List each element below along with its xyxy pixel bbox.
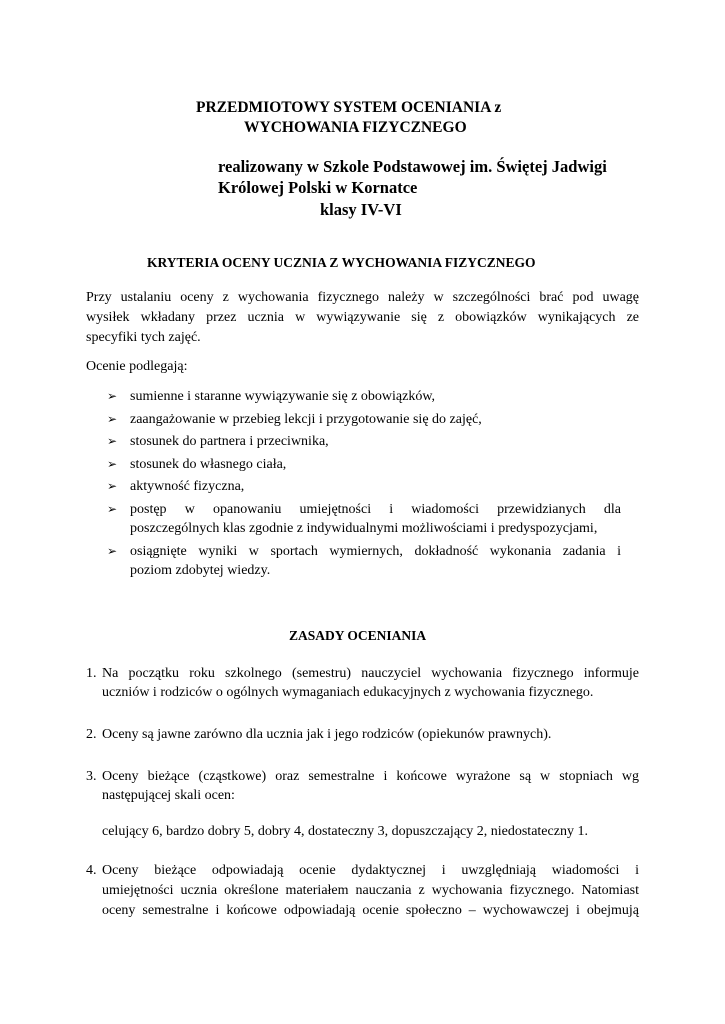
rule-item: Na początku roku szkolnego (semestru) nauczyciel wychowania fizycznego informuje (102, 666, 639, 681)
rule-number: 2. (86, 727, 97, 742)
rule-number: 3. (86, 769, 97, 784)
arrow-bullet-icon: ➢ (107, 544, 118, 558)
criteria-heading: KRYTERIA OCENY UCZNIA Z WYCHOWANIA FIZYCZNEGO (147, 255, 536, 270)
rule-item-continuation: następującej skali ocen: (102, 788, 235, 803)
criteria-item: stosunek do własnego ciała, (130, 457, 287, 472)
arrow-bullet-icon: ➢ (107, 434, 118, 448)
school-line-2: Królowej Polski w Kornatce (218, 178, 418, 197)
rule-number: 4. (86, 863, 97, 878)
intro-line-3: specyfiki tych zajęć. (86, 330, 201, 345)
criteria-item-continuation: poszczególnych klas zgodnie z indywidualnymi możliwościami i predyspozycjami, (130, 521, 598, 536)
criteria-item: zaangażowanie w przebieg lekcji i przygotowanie się do zajęć, (130, 412, 482, 427)
criteria-item: stosunek do partnera i przeciwnika, (130, 434, 329, 449)
rule-item: Oceny bieżące odpowiadają ocenie dydaktycznej i uwzględniają wiadomości i (102, 863, 639, 878)
arrow-bullet-icon: ➢ (107, 502, 118, 516)
intro-line-2: wysiłek wkładany przez ucznia w wywiązywanie się z obowiązków wynikających ze (86, 310, 639, 325)
subject-label: Ocenie podlegają: (86, 359, 188, 374)
criteria-item-continuation: poziom zdobytej wiedzy. (130, 563, 271, 578)
criteria-item: postęp w opanowaniu umiejętności i wiadomości przewidzianych dla (130, 502, 621, 517)
grading-scale: celujący 6, bardzo dobry 5, dobry 4, dostateczny 3, dopuszczający 2, niedostateczny 1. (102, 824, 588, 839)
arrow-bullet-icon: ➢ (107, 479, 118, 493)
rule-item-continuation: umiejętności ucznia określone materiałem nauczania z wychowania fizycznego. Natomiast (102, 883, 639, 898)
arrow-bullet-icon: ➢ (107, 412, 118, 426)
arrow-bullet-icon: ➢ (107, 457, 118, 471)
rules-heading: ZASADY OCENIANIA (289, 628, 427, 643)
document-title-line-1: PRZEDMIOTOWY SYSTEM OCENIANIA z (196, 99, 502, 116)
intro-line-1: Przy ustalaniu oceny z wychowania fizycznego należy w szczególności brać pod uwagę (86, 290, 639, 305)
rule-item: Oceny są jawne zarówno dla ucznia jak i jego rodziców (opiekunów prawnych). (102, 727, 552, 742)
criteria-item: sumienne i staranne wywiązywanie się z obowiązków, (130, 389, 436, 404)
criteria-item: osiągnięte wyniki w sportach wymiernych, dokładność wykonania zadania i (130, 544, 621, 559)
school-line-1: realizowany w Szkole Podstawowej im. Świętej Jadwigi (218, 157, 607, 176)
rule-number: 1. (86, 666, 97, 681)
arrow-bullet-icon: ➢ (107, 389, 118, 403)
rule-item: Oceny bieżące (cząstkowe) oraz semestralne i końcowe wyrażone są w stopniach wg (102, 769, 639, 784)
grade-range: klasy IV-VI (320, 200, 402, 219)
criteria-item: aktywność fizyczna, (130, 479, 245, 494)
rule-item-continuation: oceny semestralne i końcowe odpowiadają ocenie społeczno – wychowawczej i obejmują (102, 903, 639, 918)
document-title-line-2: WYCHOWANIA FIZYCZNEGO (244, 119, 467, 136)
rule-item-continuation: uczniów i rodziców o ogólnych wymaganiach edukacyjnych z wychowania fizycznego. (102, 685, 594, 700)
